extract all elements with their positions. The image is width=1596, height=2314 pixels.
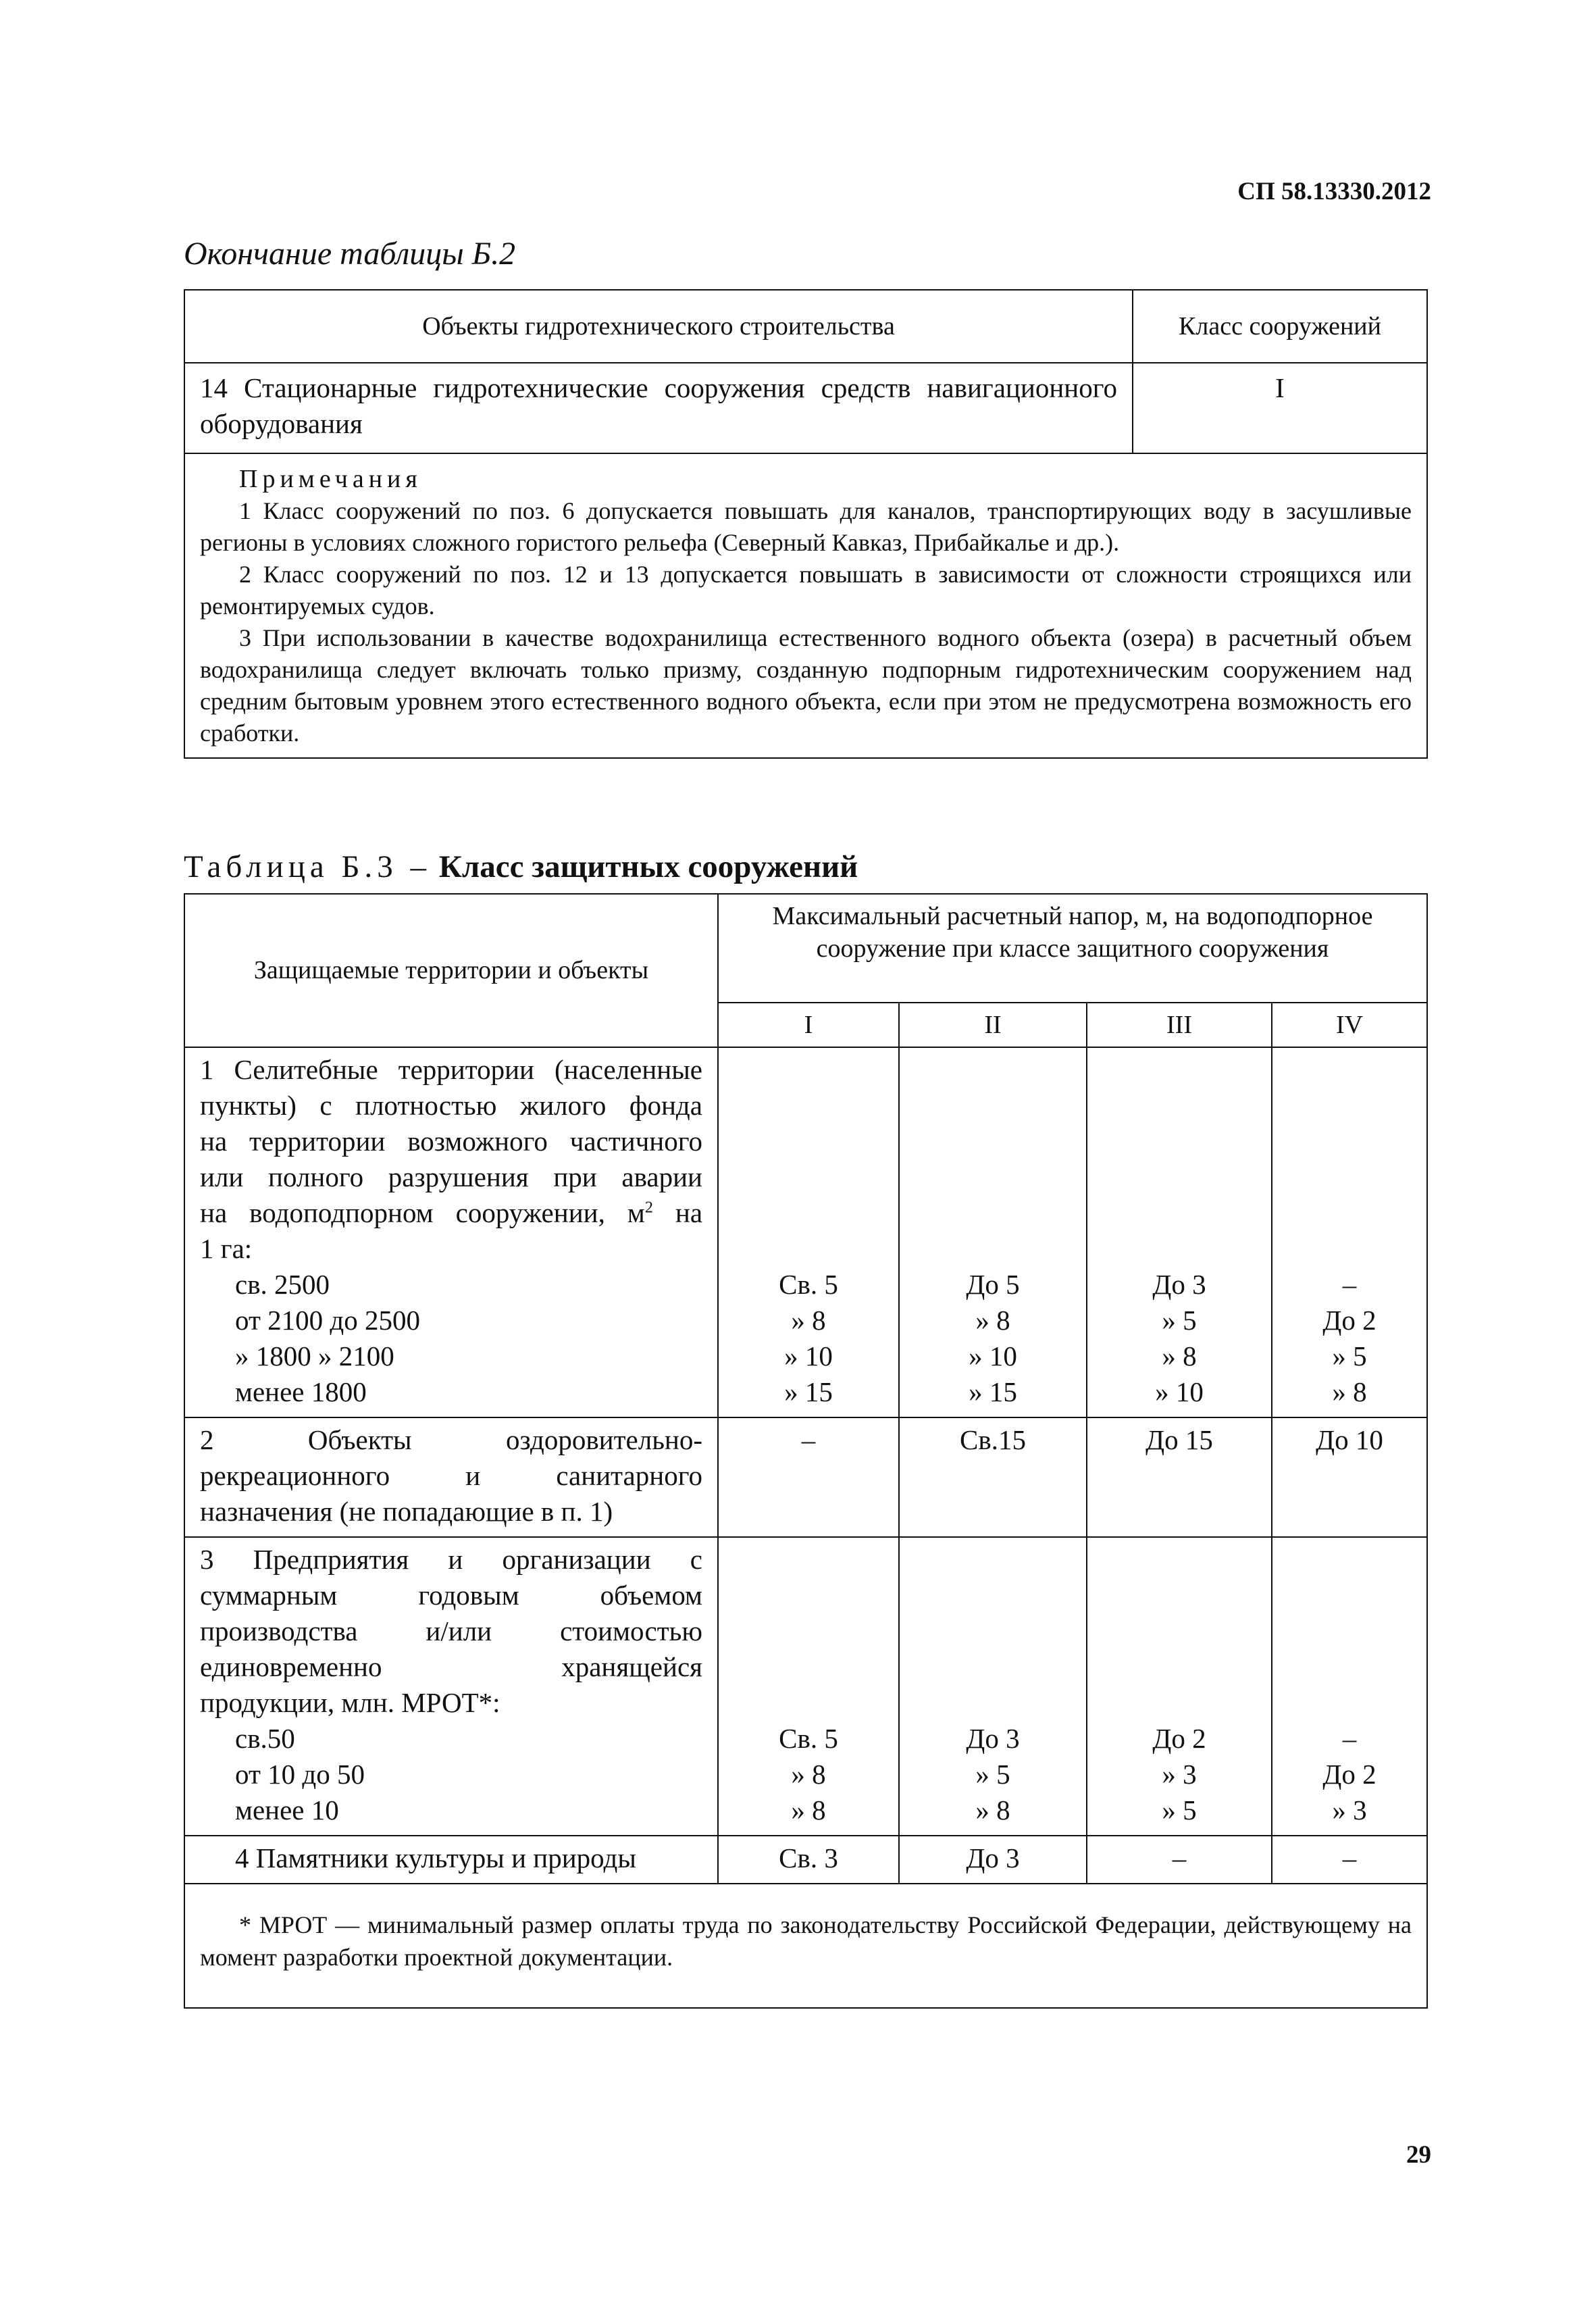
unit-superscript: 2 — [644, 1199, 653, 1217]
table-b3-col-head: Максимальный расчетный напор, м, на водоподпорное сооружение при классе защитного сооружения — [718, 894, 1427, 1003]
cell-value: – — [1342, 1269, 1357, 1300]
cell-value: » 8 — [1332, 1376, 1367, 1407]
table-b2-class-cell: I — [1133, 363, 1427, 453]
row1-line: 1 Селитебные территории (населенные — [200, 1054, 702, 1085]
row1-line: или полного разрушения при аварии — [200, 1161, 702, 1192]
cell-value: » 10 — [1155, 1376, 1204, 1407]
row1-class-I — [718, 1047, 899, 1417]
note-3: 3 При использовании в качестве водохранилища естественного водного объекта (озера) в расчетный объем водохранилища следует включать только призму, созданную подпорным гидротехническим сооружением над средним бытовым уровнем этого естественного водного объекта, если при этом не предусмотрена возможность его сработки. — [200, 624, 1412, 747]
cell-value: До 2 — [1322, 1305, 1376, 1336]
table-b2-col-objects: Объекты гидротехнического строительства — [184, 290, 1133, 363]
cell-value: » 8 — [975, 1794, 1010, 1826]
table-b3-col-protected: Защищаемые территории и объекты — [184, 894, 718, 1047]
cell-value: » 5 — [1162, 1305, 1197, 1336]
cell-value: » 8 — [791, 1759, 826, 1790]
row1-subitem: св. 2500 — [235, 1269, 330, 1300]
table-b2-col-class: Класс сооружений — [1133, 290, 1427, 363]
row1-class-III — [1087, 1047, 1272, 1417]
row1-line-text: на водоподпорном сооружении, м — [200, 1197, 645, 1228]
table-b3-class-III: III — [1087, 1003, 1272, 1047]
row1-subitem: менее 1800 — [235, 1376, 367, 1407]
row1-line: 1 га: — [200, 1233, 253, 1264]
row1-line: на территории возможного частичного — [200, 1126, 702, 1157]
table-b3-title — [184, 849, 858, 885]
row2-line: 2 Объекты оздоровительно- — [200, 1424, 702, 1455]
notes-title: Примечания — [239, 465, 422, 493]
row2-class-III: До 15 — [1087, 1417, 1272, 1537]
row1-class-II — [899, 1047, 1087, 1417]
row3-subitem: менее 10 — [235, 1794, 339, 1826]
row4-class-III: – — [1087, 1836, 1272, 1884]
cell-value: » 5 — [1332, 1340, 1367, 1372]
table-b2-notes — [184, 453, 1427, 758]
row1-subitem: » 1800 » 2100 — [235, 1340, 394, 1372]
row1-subitem: от 2100 до 2500 — [235, 1305, 420, 1336]
cell-value: » 15 — [969, 1376, 1017, 1407]
row2-class-IV: До 10 — [1272, 1417, 1427, 1537]
doc-code: СП 58.13330.2012 — [1237, 178, 1431, 205]
row3-class-II — [899, 1537, 1087, 1836]
table-row — [184, 1417, 1427, 1537]
row3-line: суммарным годовым объемом — [200, 1580, 702, 1611]
row1-line-tail: на — [652, 1197, 703, 1228]
row3-subitem: от 10 до 50 — [235, 1759, 365, 1790]
row1-line — [200, 1195, 702, 1231]
footnote-text: * МРОТ — минимальный размер оплаты труда по законодательству Российской Федерации, действующему на момент разработки проектной документации. — [200, 1911, 1412, 1971]
table-b3-footnote — [184, 1884, 1427, 2008]
row4-label: 4 Памятники культуры и природы — [184, 1836, 718, 1884]
row3-line: единовременно хранящейся — [200, 1651, 702, 1682]
row3-class-IV — [1272, 1537, 1427, 1836]
cell-value: » 10 — [784, 1340, 833, 1372]
cell-value: До 5 — [966, 1269, 1020, 1300]
cell-value: » 5 — [1162, 1794, 1197, 1826]
cell-value: » 3 — [1332, 1794, 1367, 1826]
cell-value: » 8 — [1162, 1340, 1197, 1372]
cell-value: » 8 — [791, 1305, 826, 1336]
row2-line: назначения (не попадающие в п. 1) — [200, 1496, 613, 1527]
cell-value: » 8 — [791, 1794, 826, 1826]
table-b2-continuation-title: Окончание таблицы Б.2 — [184, 236, 516, 272]
row2-class-I: – — [718, 1417, 899, 1537]
table-row — [184, 1537, 1427, 1836]
note-1: 1 Класс сооружений по поз. 6 допускается повышать для каналов, транспортирующих воду в засушливые регионы в условиях сложного гористого рельефа (Северный Кавказ, Прибайкалье и др.). — [200, 497, 1412, 556]
row1-line: пункты) с плотностью жилого фонда — [200, 1090, 702, 1121]
row4-class-I: Св. 3 — [718, 1836, 899, 1884]
cell-value: » 3 — [1162, 1759, 1197, 1790]
row3-class-III — [1087, 1537, 1272, 1836]
table-b3 — [184, 893, 1428, 2009]
cell-value: » 15 — [784, 1376, 833, 1407]
table-b2 — [184, 289, 1428, 759]
cell-value: » 5 — [975, 1759, 1010, 1790]
cell-value: Св. 5 — [779, 1269, 838, 1300]
row1-label — [184, 1047, 718, 1417]
table-row — [184, 1836, 1427, 1884]
row3-class-I — [718, 1537, 899, 1836]
table-row — [184, 1047, 1427, 1417]
table-b2-object-cell: 14 Стационарные гидротехнические сооружения средств навигационного оборудования — [184, 363, 1133, 453]
cell-value: До 3 — [1152, 1269, 1206, 1300]
cell-value: До 2 — [1322, 1759, 1376, 1790]
row3-line: производства и/или стоимостью — [200, 1615, 702, 1646]
row4-class-IV: – — [1272, 1836, 1427, 1884]
cell-value: Св. 5 — [779, 1723, 838, 1754]
row4-class-II: До 3 — [899, 1836, 1087, 1884]
table-b3-class-II: II — [899, 1003, 1087, 1047]
table-b3-class-IV: IV — [1272, 1003, 1427, 1047]
cell-value: » 8 — [975, 1305, 1010, 1336]
table-row — [184, 363, 1427, 453]
row1-class-IV — [1272, 1047, 1427, 1417]
cell-value: – — [1342, 1723, 1357, 1754]
row2-label — [184, 1417, 718, 1537]
row2-class-II: Св.15 — [899, 1417, 1087, 1537]
cell-value: До 3 — [966, 1723, 1020, 1754]
row3-line: 3 Предприятия и организации с — [200, 1544, 702, 1575]
table-b3-title-name: Класс защитных сооружений — [438, 849, 858, 884]
cell-value: » 10 — [969, 1340, 1017, 1372]
table-b3-class-I: I — [718, 1003, 899, 1047]
row3-label — [184, 1537, 718, 1836]
page-number: 29 — [1406, 2141, 1431, 2169]
note-2: 2 Класс сооружений по поз. 12 и 13 допускается повышать в зависимости от сложности строящихся или ремонтируемых судов. — [200, 561, 1412, 620]
row2-line: рекреационного и санитарного — [200, 1460, 702, 1491]
cell-value: До 2 — [1152, 1723, 1206, 1754]
table-b3-title-label: Таблица Б.3 – — [184, 849, 432, 884]
row3-line: продукции, млн. МРОТ*: — [200, 1687, 500, 1718]
row3-subitem: св.50 — [235, 1723, 295, 1754]
